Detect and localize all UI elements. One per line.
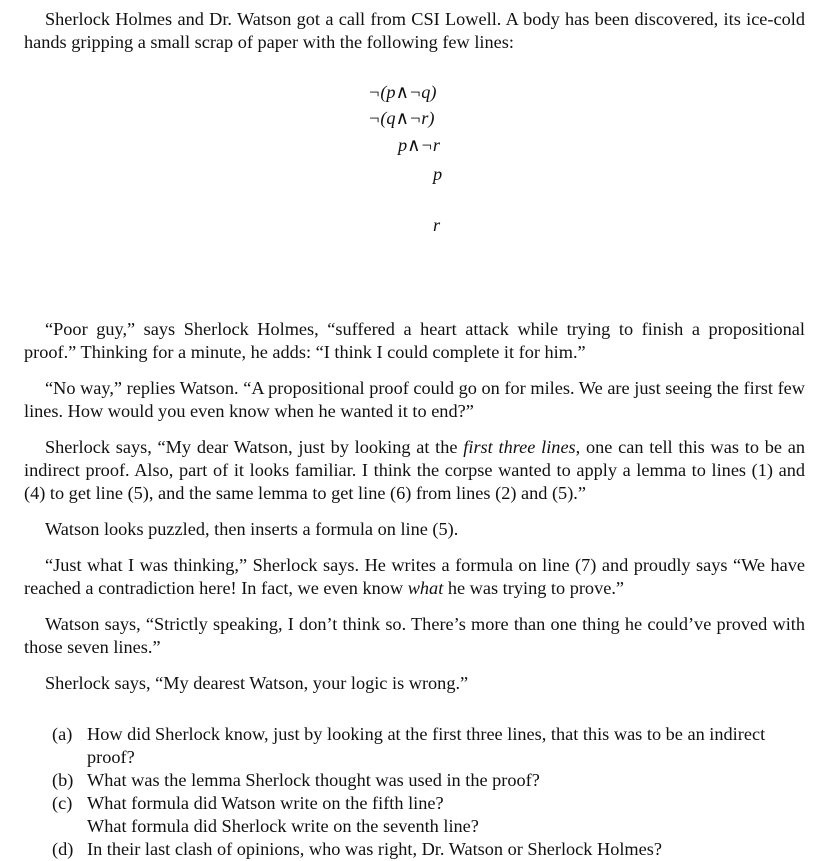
proof-line-2: ¬(q∧¬r) (368, 108, 435, 128)
dialogue-paragraph-1: “Poor guy,” says Sherlock Holmes, “suffered a heart attack while trying to finish a propositional proof.” Thinking for a minute, he adds: “I think I could complete it for him.” (24, 319, 805, 362)
proof-line-1: ¬(p∧¬q) (368, 82, 437, 102)
dialogue-paragraph-3-emphasis: first three lines (463, 437, 576, 457)
dialogue-paragraph-3-part-b: , one can tell this was to be an indirect proof. Also, part of it looks familiar. I think the corpse wanted to apply a lemma to lines (1) and (4) to get line (5), and the same lemma to get line (6) from lines (2) and (5).” (24, 437, 805, 503)
question-c (52, 792, 805, 815)
dialogue-paragraph-5-emphasis: what (407, 578, 444, 598)
dialogue-paragraph-2: “No way,” replies Watson. “A propositional proof could go on for miles. We are just seeing the first few lines. How would you even know when he wanted it to end?” (24, 378, 805, 421)
question-text: What was the lemma Sherlock thought was used in the proof? (87, 770, 540, 790)
question-text: In their last clash of opinions, who was right, Dr. Watson or Sherlock Holmes? (87, 839, 662, 859)
question-label: (d) (52, 839, 74, 859)
question-list (24, 723, 805, 861)
question-b (52, 769, 805, 792)
question-text: How did Sherlock know, just by looking at the first three lines, that this was to be an indirect proof? (87, 724, 766, 767)
question-d (52, 838, 805, 861)
dialogue-paragraph-5 (24, 554, 805, 600)
dialogue-paragraph-6: Watson says, “Strictly speaking, I don’t think so. There’s more than one thing he could’ve proved with those seven lines.” (24, 614, 805, 657)
proof-lines (24, 82, 805, 296)
question-c-continued (52, 815, 805, 838)
question-a (52, 723, 805, 769)
question-label: (b) (52, 770, 74, 790)
dialogue-paragraph-5-part-a: “Just what I was thinking,” Sherlock says. He writes a formula on line (7) and proudly says “We have reached a contradiction here! In fact, we even know (24, 555, 805, 598)
dialogue-paragraph-4: Watson looks puzzled, then inserts a formula on line (5). (45, 519, 459, 539)
intro-paragraph: Sherlock Holmes and Dr. Watson got a call from CSI Lowell. A body has been discovered, its ice-cold hands gripping a small scrap of paper with the following few lines: (24, 9, 805, 52)
question-label: (a) (52, 724, 73, 744)
proof-line-5: r (433, 215, 441, 235)
proof-line-4: p (433, 164, 443, 184)
question-text: What formula did Watson write on the fifth line? (87, 793, 444, 813)
question-label: (c) (52, 793, 73, 813)
dialogue-paragraph-3-part-a: Sherlock says, “My dear Watson, just by looking at the (45, 437, 464, 457)
document-page (24, 8, 805, 861)
dialogue-paragraph-7: Sherlock says, “My dearest Watson, your logic is wrong.” (45, 673, 469, 693)
dialogue-paragraph-3 (24, 436, 805, 505)
dialogue-paragraph-5-part-b: he was trying to prove.” (443, 578, 625, 598)
proof-line-3: p∧¬r (398, 135, 440, 155)
question-text: What formula did Sherlock write on the seventh line? (87, 816, 479, 836)
